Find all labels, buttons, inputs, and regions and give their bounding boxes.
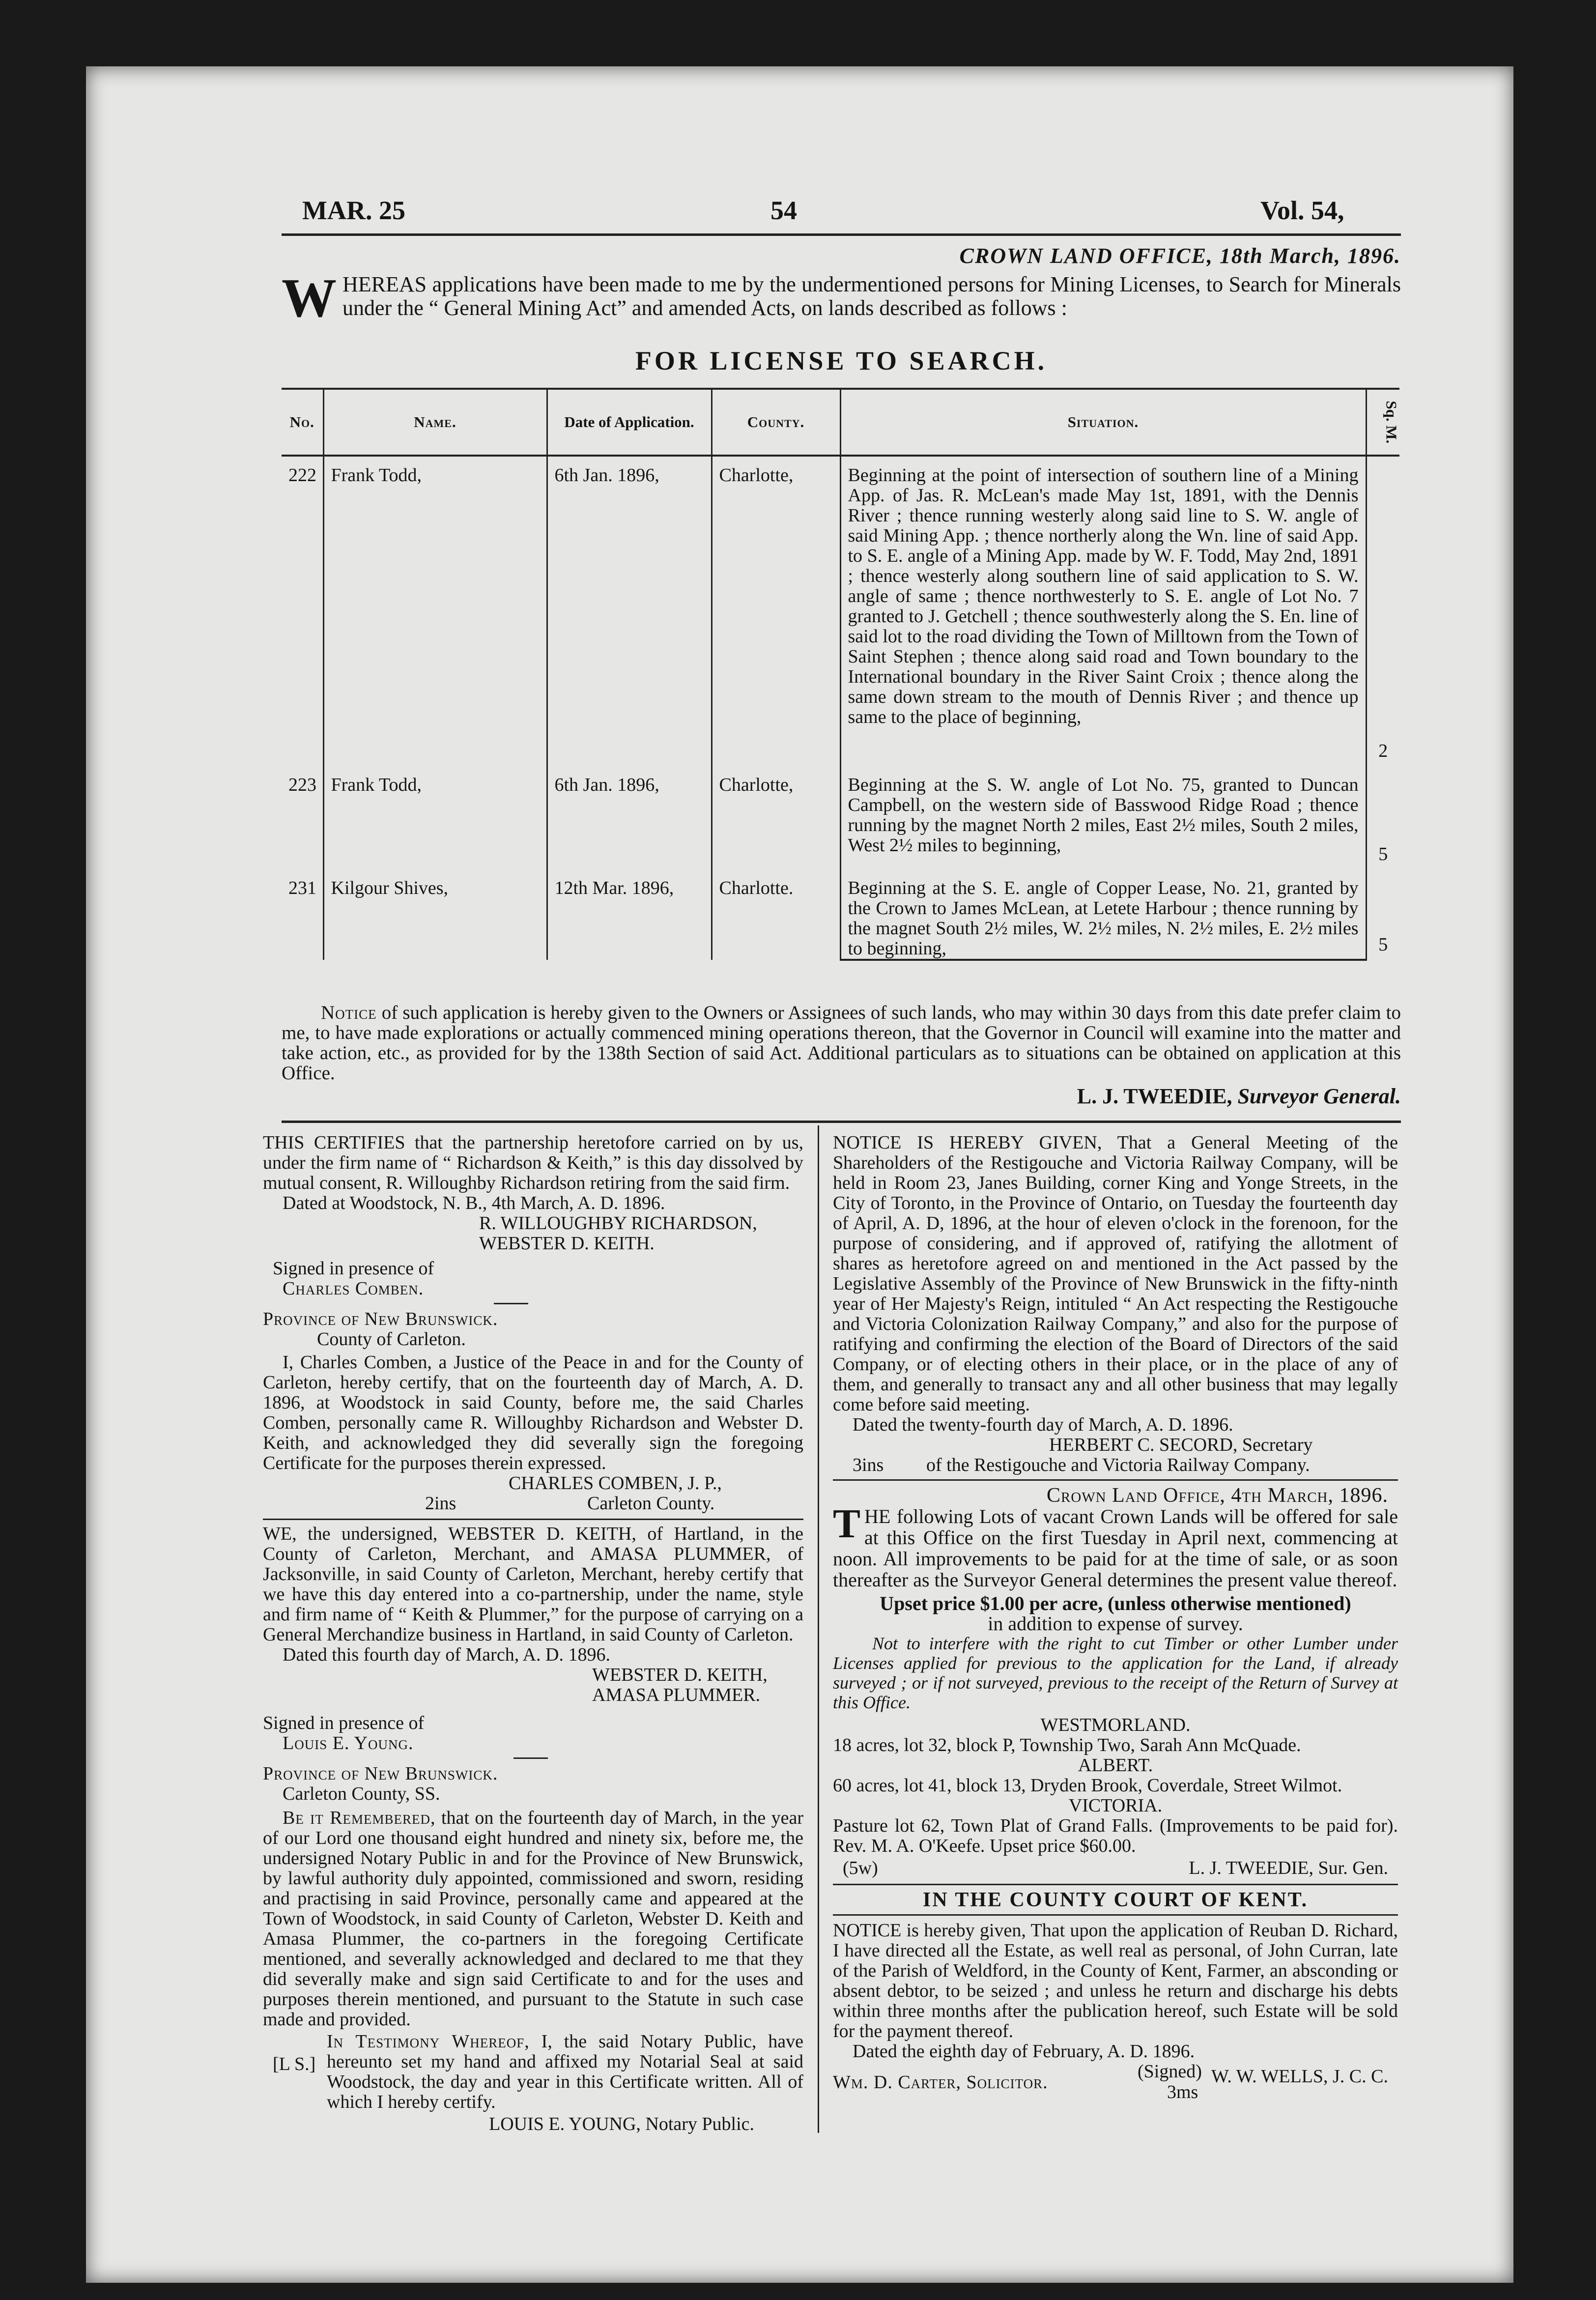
row-sqm: 5	[1378, 934, 1388, 955]
partnership-signer-1: WEBSTER D. KEITH,	[592, 1665, 768, 1685]
county-heading-2: Carleton County, SS.	[283, 1783, 440, 1804]
partnership-notice	[263, 1524, 803, 1759]
partnership-signer-2: AMASA PLUMMER.	[592, 1685, 761, 1705]
table-row	[282, 869, 1399, 960]
province1-county-signer: Carleton County.	[587, 1493, 715, 1514]
license-table	[282, 388, 1399, 961]
dissolution-notice	[263, 1133, 803, 1304]
meeting-insertions: 3ins	[853, 1455, 884, 1475]
kent-text: NOTICE is hereby given, That upon the application of Reuban D. Richard, I have directed all the Estate, as well real as personal, of John Curran, late of the Parish of Weldford, in the County of Kent, Farmer, an absconding or absent debtor, to be seized ; and unless he return and discharge his debts within three months after the publication hereof, such Estate will be sold for the payment thereof.	[833, 1920, 1398, 2041]
row-no: 222	[282, 456, 323, 766]
testimony-paragraph	[327, 2032, 803, 2112]
license-section-title: FOR LICENSE TO SEARCH.	[635, 346, 1048, 375]
crown-office-dateline: CROWN LAND OFFICE, 18th March, 1896.	[959, 244, 1401, 268]
row-date: 6th Jan. 1896,	[547, 456, 712, 766]
drop-cap-t: T	[833, 1501, 861, 1547]
partnership-witness-label: Signed in presence of	[263, 1713, 425, 1733]
col-sqm-label: Sq. M.	[1383, 401, 1400, 444]
dissolution-signer-1: R. WILLOUGHBY RICHARDSON,	[479, 1213, 757, 1234]
province-heading-1: Province of New Brunswick.	[263, 1309, 498, 1329]
crown-sale-notice	[833, 1486, 1398, 1885]
upset-price-line-2: in addition to expense of survey.	[988, 1612, 1243, 1635]
dissolution-signer-2: WEBSTER D. KEITH.	[479, 1233, 655, 1254]
mining-notice	[282, 1003, 1401, 1083]
kent-court-notice	[833, 1890, 1398, 2101]
divider-rule	[263, 1519, 803, 1520]
row-situation: Beginning at the point of intersection of southern line of a Mining App. of Jas. R. McLean's made May 1st, 1891, with the Dennis River ; thence running westerly along said line to S. W. angle of said Mining App. ; thence northerly along the Wn. line of said App. to S. E. angle of a Mining App. made by W. F. Todd, May 2nd, 1891 ; thence westerly along southern line of said application to S. W. angle of same ; thence northwesterly to S. E. angle of Lot No. 7 granted to J. Getchell ; thence southwesterly along the S. En. line of said lot to the road dividing the Town of Milltown from the Town of Saint Stephen ; thence along said road and Town boundary to the International boundary in the River Saint Croix ; thence along the same down stream to the mouth of Dennis River ; and thence up same to the place of beginning,	[840, 456, 1366, 766]
col-date: Date of Application.	[547, 389, 712, 456]
meeting-signer: HERBERT C. SECORD, Secretary	[1049, 1435, 1313, 1455]
county-heading-1: County of Carleton.	[317, 1329, 466, 1350]
upset-price-line-1: Upset price $1.00 per acre, (unless otherwise mentioned)	[880, 1592, 1351, 1614]
row-situation: Beginning at the S. E. angle of Copper Lease, No. 21, granted by the Crown to James McLean, at Letete Harbour ; thence running by the magnet South 2½ miles, W. 2½ miles, N. 2½ miles, E. 2½ miles to beginning,	[840, 869, 1366, 960]
header-rule	[282, 233, 1401, 236]
crown-sale-dateline: Crown Land Office, 4th March, 1896.	[1047, 1484, 1388, 1507]
partnership-text: WE, the undersigned, WEBSTER D. KEITH, of Hartland, in the County of Carleton, Merchant, and AMASA PLUMMER, of Jacksonville, in said County of Carleton, Merchant, hereby certify that we have this day entered into a co-partnership, under the name, style and firm name of “ Keith & Plummer,” for the purpose of carrying on a General Merchandize business in Hartland, in said County of Carleton.	[263, 1524, 803, 1645]
dissolution-witness-label: Signed in presence of	[273, 1258, 434, 1279]
row-no: 231	[282, 869, 323, 960]
mining-intro-text: HEREAS applications have been made to me by the undermentioned persons for Mining Licenses, to Search for Minerals under the “ General Mining Act” and amended Acts, on lands described as follows :	[342, 272, 1401, 320]
col-name: Name.	[323, 389, 547, 456]
province1-text: I, Charles Comben, a Justice of the Peace in and for the County of Carleton, hereby certify, that on the fourteenth day of March, A. D. 1896, at Woodstock in said County, before me, the said Charles Comben, personally came R. Willoughby Richardson and Webster D. Keith, and acknowledged they did severally sign the foregoing Certificate for the purposes therein expressed.	[263, 1352, 803, 1473]
notarial-seal: [L S.]	[273, 2054, 316, 2074]
crown-sale-signer: L. J. TWEEDIE, Sur. Gen.	[1189, 1858, 1388, 1878]
issue-date: MAR. 25	[302, 196, 405, 225]
license-table-header	[282, 389, 1399, 456]
lot-westmorland: 18 acres, lot 32, block P, Township Two, Sarah Ann McQuade.	[833, 1735, 1301, 1755]
dissolution-dated: Dated at Woodstock, N. B., 4th March, A. D. 1896.	[283, 1193, 665, 1213]
mining-notice-text: of such application is hereby given to the Owners or Assignees of such lands, who may within 30 days from this date prefer claim to me, to have made explorations or actually commenced mining operations thereon, that the Governor in Council will examine into the matter and take action, etc., as provided for by the 138th Section of said Act. Additional particulars as to situations can be obtained on application at this Office.	[282, 1002, 1401, 1084]
kent-judge: W. W. WELLS, J. C. C.	[1211, 2066, 1388, 2087]
meeting-company: of the Restigouche and Victoria Railway Company.	[926, 1455, 1310, 1475]
volume-number: Vol. 54,	[1260, 196, 1344, 225]
province2-lead: Be it Remembered,	[283, 1808, 436, 1828]
province1-insertions: 2ins	[425, 1493, 456, 1514]
meeting-footer	[833, 1455, 1398, 1475]
lot-county-albert: ALBERT.	[1078, 1755, 1153, 1776]
col-sqm	[1366, 389, 1399, 456]
meeting-text: NOTICE IS HEREBY GIVEN, That a General Meeting of the Shareholders of the Restigouche and Victoria Railway Company, will be held in Room 23, Janes Building, corner King and Yonge Streets, in the City of Toronto, in the Province of Ontario, on Tuesday the fourteenth day of April, A. D, 1896, at the hour of eleven o'clock in the forenoon, for the purpose of considering, and if approved of, ratifying the allotment of shares as heretofore agreed on and mentioned in the Act passed by the Legislative Assembly of the Province of New Brunswick in the fifty-ninth year of Her Majesty's Reign, intituled “ An Act respecting the Restigouche and Victoria Colonization Railway Company,” and also for the purpose of ratifying and confirming the election of the Board of Directors of the said Company, or of electing others in their place, or in the place of any of them, and generally to transact any and all other business that may legally come before said meeting.	[833, 1132, 1398, 1415]
col-no: No.	[282, 389, 323, 456]
col-county: County.	[712, 389, 840, 456]
row-sqm: 5	[1378, 844, 1388, 864]
testimony-lead: In Testimony Whereof,	[327, 2031, 530, 2052]
row-name: Frank Todd,	[323, 766, 547, 869]
province2-paragraph	[263, 1808, 803, 2030]
crown-sale-text: HE following Lots of vacant Crown Lands will be offered for sale at this Office on the first Tuesday in April next, commencing at noon. All improvements to be paid for at the time of sale, or as soon thereafter as the Surveyor General determines the present value thereof.	[833, 1505, 1398, 1591]
row-date: 6th Jan. 1896,	[547, 766, 712, 869]
kent-solicitor: Wm. D. Carter, Solicitor.	[833, 2072, 1048, 2093]
dissolution-text: THIS CERTIFIES that the partnership heretofore carried on by us, under the firm name of “ Richardson & Keith,” is this day dissolved by mutual consent, R. Willoughby Richardson retiring from the said firm.	[263, 1132, 803, 1193]
row-county: Charlotte.	[712, 869, 840, 960]
divider-rule	[833, 1884, 1398, 1885]
row-county: Charlotte,	[712, 766, 840, 869]
province-certificate-1	[263, 1309, 803, 1520]
mining-signature	[823, 1084, 1401, 1109]
row-date: 12th Mar. 1896,	[547, 869, 712, 960]
kent-court-title: IN THE COUNTY COURT OF KENT.	[922, 1889, 1309, 1911]
column-divider	[818, 1125, 819, 2133]
short-rule	[494, 1303, 528, 1304]
row-name: Kilgour Shives,	[323, 869, 547, 960]
dissolution-witness-name: Charles Comben.	[283, 1278, 424, 1299]
province-heading-2: Province of New Brunswick.	[263, 1763, 498, 1784]
province1-footer	[263, 1494, 803, 1514]
kent-footer	[833, 2062, 1398, 2101]
row-no: 223	[282, 766, 323, 869]
partnership-witness-name: Louis E. Young.	[283, 1733, 414, 1754]
kent-dated: Dated the eighth day of February, A. D. 1896.	[853, 2041, 1195, 2062]
kent-insertions: 3ms	[1167, 2082, 1198, 2102]
timber-note: Not to interfere with the right to cut Timber or other Lumber under Licenses applied for previous to the application for the Land, if already surveyed ; or if not surveyed, previous to the receipt of the Return of Survey at this Office.	[833, 1634, 1398, 1712]
drop-cap-w: W	[282, 268, 337, 329]
kent-title-rule	[833, 1914, 1398, 1916]
signature-name: L. J. TWEEDIE,	[1077, 1084, 1232, 1108]
row-situation: Beginning at the S. W. angle of Lot No. 75, granted to Duncan Campbell, on the western side of Basswood Ridge Road ; thence running by the magnet North 2 miles, East 2½ miles, South 2 miles, West 2½ miles to beginning,	[840, 766, 1366, 869]
partnership-dated: Dated this fourth day of March, A. D. 1896.	[283, 1644, 610, 1665]
row-sqm: 2	[1378, 741, 1388, 761]
province-certificate-2	[263, 1764, 803, 2134]
gazette-page	[86, 66, 1513, 2283]
railway-meeting-notice	[833, 1133, 1398, 1481]
crown-sale-paragraph	[833, 1501, 1398, 1591]
divider-rule	[833, 1479, 1398, 1481]
mining-intro	[282, 268, 1401, 329]
lot-victoria: Pasture lot 62, Town Plat of Grand Falls. (Improvements to be paid for). Rev. M. A. O'Keefe. Upset price $60.00.	[833, 1815, 1398, 1856]
crown-sale-footer	[833, 1858, 1398, 1880]
short-rule	[513, 1757, 548, 1759]
col-situation: Situation.	[840, 389, 1366, 456]
lot-county-westmorland: WESTMORLAND.	[1040, 1715, 1191, 1735]
province1-signer: CHARLES COMBEN, J. P.,	[509, 1473, 722, 1494]
signature-title: Surveyor General.	[1237, 1084, 1401, 1108]
row-county: Charlotte,	[712, 456, 840, 766]
crown-sale-insertions: (5w)	[843, 1858, 878, 1878]
page-number: 54	[770, 196, 797, 225]
lot-albert: 60 acres, lot 41, block 13, Dryden Brook, Coverdale, Street Wilmot.	[833, 1775, 1342, 1796]
table-row	[282, 456, 1399, 766]
right-column	[833, 1133, 1398, 2101]
meeting-dated: Dated the twenty-fourth day of March, A. D. 1896.	[853, 1414, 1233, 1435]
left-column	[263, 1133, 803, 2134]
mining-notice-lead: Notice	[321, 1002, 377, 1023]
kent-signed: (Signed)	[1138, 2061, 1202, 2082]
notary-signer: LOUIS E. YOUNG, Notary Public.	[489, 2114, 755, 2134]
lot-county-victoria: VICTORIA.	[1068, 1795, 1163, 1816]
section-rule	[282, 1121, 1401, 1123]
testimony-block	[263, 2032, 803, 2112]
testimony-text: I, the said Notary Public, have hereunto set my hand and affixed my Notarial Seal at said Woodstock, the day and year in this Certificate written. All of which I hereby certify.	[327, 2031, 803, 2112]
row-name: Frank Todd,	[323, 456, 547, 766]
province2-text: that on the fourteenth day of March, in the year of our Lord one thousand eight hundred and ninety six, before me, the undersigned Notary Public in and for the Province of New Brunswick, by lawful authority duly appointed, commissioned and sworn, residing and practising in said Province, personally came and appeared at the Town of Woodstock, in said County of Carleton, Webster D. Keith and Amasa Plummer, the co-partners in the foregoing Certificate mentioned, and severally acknowledged and declared to me that they did severally make and sign said Certificate to and for the uses and purposes therein mentioned, and pursuant to the Statute in such case made and provided.	[263, 1808, 804, 2030]
table-row	[282, 766, 1399, 869]
